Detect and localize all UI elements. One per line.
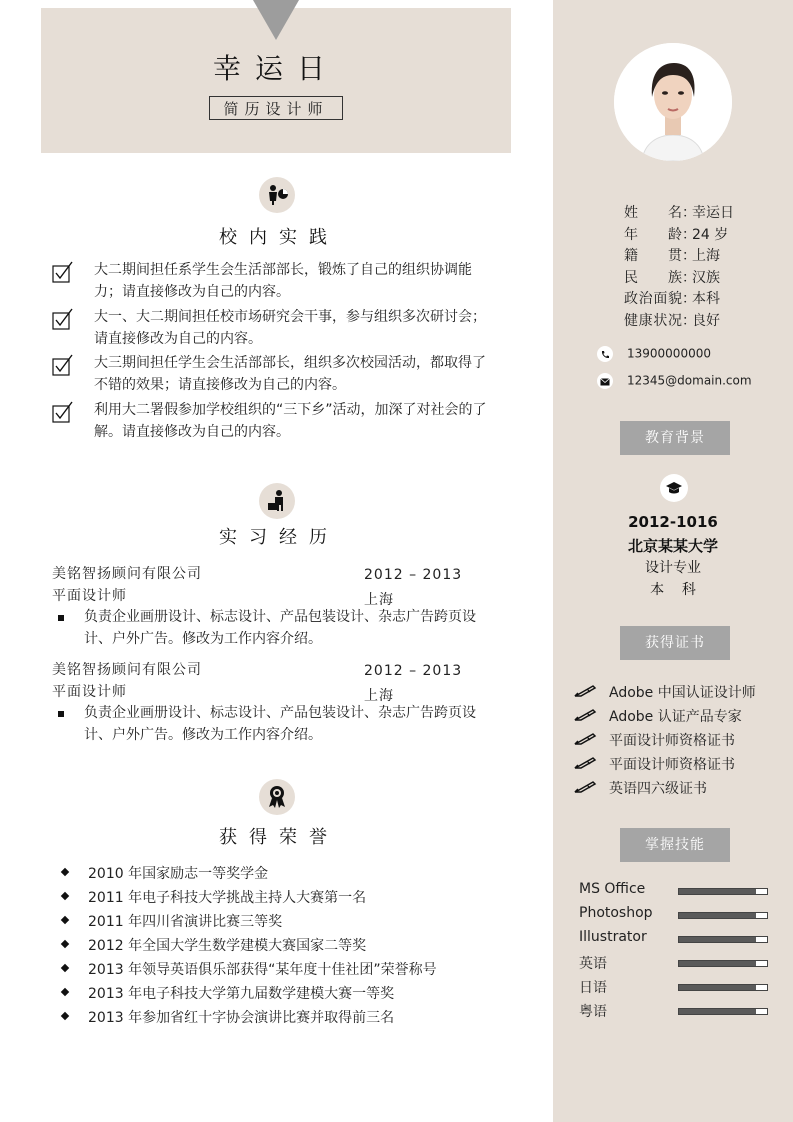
- diamond-bullet: [61, 868, 69, 876]
- skill-name: 粤语: [579, 1004, 607, 1020]
- diamond-bullet: [61, 940, 69, 948]
- education-school: 北京某某大学: [627, 537, 718, 555]
- education-degree: 本 科: [650, 582, 696, 598]
- certificate-label: 英语四六级证书: [609, 781, 707, 797]
- job-period: 2012 – 2013: [364, 663, 463, 679]
- colon-separator: ：: [682, 248, 696, 264]
- avatar: [614, 43, 732, 161]
- profile-key: 年龄: [624, 226, 682, 243]
- skill-row: [579, 977, 779, 997]
- phone-number: 13900000000: [627, 346, 711, 361]
- campus-practice-text: 大一、大二期间担任校市场研究会干事，参与组织多次研讨会；请直接修改为自己的内容。: [94, 309, 486, 347]
- skill-level-fill: [679, 937, 756, 942]
- resume-role: 简历设计师: [209, 96, 343, 120]
- checkbox-icon: [52, 401, 70, 419]
- colon-separator: ：: [682, 291, 696, 307]
- profile-value: 上海: [692, 248, 720, 264]
- resume-name: 幸运日: [212, 52, 339, 85]
- certificate-item: [573, 754, 735, 774]
- skill-name: MS Office: [579, 881, 646, 897]
- diamond-bullet: [61, 988, 69, 996]
- honor-item: [62, 863, 268, 883]
- colon-separator: ：: [682, 226, 696, 243]
- certificates-heading: 获得证书: [620, 626, 730, 660]
- job-company: 美铭智扬顾问有限公司: [52, 566, 202, 582]
- skill-level-fill: [679, 1009, 756, 1014]
- colon-separator: ：: [682, 205, 696, 221]
- profile-row: [624, 245, 720, 265]
- graduation-cap-icon: [660, 474, 688, 502]
- honor-text: 2013 年电子科技大学第九届数学建模大赛一等奖: [88, 986, 395, 1002]
- certificate-label: 平面设计师资格证书: [609, 757, 735, 773]
- profile-value: 24 岁: [692, 226, 729, 243]
- profile-key: 政治面貌: [624, 291, 682, 307]
- campus-practice-icon: [259, 177, 295, 213]
- skill-level-fill: [679, 985, 756, 990]
- honor-text: 2011 年四川省演讲比赛三等奖: [88, 914, 283, 930]
- honor-text: 2011 年电子科技大学挑战主持人大赛第一名: [88, 890, 367, 906]
- honor-item: [62, 935, 366, 955]
- profile-key: 民族: [624, 269, 682, 286]
- skill-row: [579, 905, 779, 925]
- skill-row: [579, 953, 779, 973]
- education-heading: 教育背景: [620, 421, 730, 455]
- checkbox-icon: [52, 354, 70, 372]
- colon-separator: ：: [682, 312, 696, 329]
- certificate-label: Adobe 认证产品专家: [609, 709, 742, 725]
- certificate-item: [573, 778, 707, 798]
- internship-icon: [259, 483, 295, 519]
- header-triangle-decoration: [253, 0, 299, 40]
- job-period: 2012 – 2013: [364, 567, 463, 583]
- square-bullet: [58, 711, 64, 717]
- skill-name: Illustrator: [579, 929, 647, 945]
- job-city: 上海: [364, 592, 394, 608]
- profile-key: 健康状况: [624, 312, 682, 329]
- job-company: 美铭智扬顾问有限公司: [52, 662, 202, 678]
- education-years: 2012-1016: [628, 513, 718, 531]
- skill-level-bar: [678, 936, 768, 943]
- internship-title: 实习经历: [219, 527, 339, 548]
- skill-name: 英语: [579, 956, 607, 972]
- skill-level-bar: [678, 984, 768, 991]
- profile-key: 籍贯: [624, 248, 682, 264]
- skill-level-bar: [678, 1008, 768, 1015]
- skill-level-bar: [678, 912, 768, 919]
- job-position: 平面设计师: [52, 684, 127, 700]
- honor-item: [62, 983, 394, 1003]
- colon-separator: ：: [682, 269, 696, 286]
- campus-practice-title: 校内实践: [219, 227, 339, 248]
- profile-value: 良好: [692, 312, 720, 329]
- skill-level-bar: [678, 960, 768, 967]
- campus-practice-text: 大三期间担任学生会生活部部长，组织多次校园活动，都取得了不错的效果；请直接修改为自己的内容。: [94, 355, 486, 393]
- profile-row: [624, 310, 720, 330]
- job-description: 负责企业画册设计、标志设计、产品包装设计、杂志广告跨页设计、户外广告。修改为工作内容介绍。: [84, 609, 476, 647]
- skill-level-fill: [679, 889, 756, 894]
- skill-level-fill: [679, 961, 756, 966]
- honor-item: [62, 911, 282, 931]
- certificate-label: Adobe 中国认证设计师: [609, 685, 756, 701]
- honor-text: 2013 年参加省红十字协会演讲比赛并取得前三名: [88, 1010, 395, 1026]
- job-description: 负责企业画册设计、标志设计、产品包装设计、杂志广告跨页设计、户外广告。修改为工作内容介绍。: [84, 705, 476, 743]
- profile-row: [624, 267, 720, 287]
- job-position: 平面设计师: [52, 588, 127, 604]
- honor-item: [62, 1007, 394, 1027]
- profile-row: [624, 288, 720, 308]
- skill-row: [579, 881, 779, 901]
- certificate-item: [573, 730, 735, 750]
- certificate-item: [573, 706, 742, 726]
- skill-level-bar: [678, 888, 768, 895]
- mail-icon: [597, 373, 613, 389]
- diamond-bullet: [61, 1012, 69, 1020]
- medal-icon: [259, 779, 295, 815]
- skill-name: 日语: [579, 980, 607, 996]
- phone-contact: [597, 346, 711, 362]
- diamond-bullet: [61, 916, 69, 924]
- profile-value: 本科: [692, 291, 720, 307]
- honors-title: 获得荣誉: [219, 827, 339, 848]
- certificate-item: [573, 682, 756, 702]
- pen-icon: [573, 684, 599, 702]
- profile-row: [624, 224, 728, 244]
- skill-level-fill: [679, 913, 756, 918]
- square-bullet: [58, 615, 64, 621]
- checkbox-icon: [52, 261, 70, 279]
- honor-text: 2013 年领导英语俱乐部获得“某年度十佳社团”荣誉称号: [88, 962, 437, 978]
- profile-key: 姓名: [624, 205, 682, 221]
- certificate-label: 平面设计师资格证书: [609, 733, 735, 749]
- profile-row: [624, 202, 734, 222]
- skill-name: Photoshop: [579, 905, 653, 921]
- campus-practice-text: 利用大二署假参加学校组织的“三下乡”活动，加深了对社会的了解。请直接修改为自己的内容。: [94, 402, 487, 440]
- honor-text: 2012 年全国大学生数学建模大赛国家二等奖: [88, 938, 367, 954]
- pen-icon: [573, 732, 599, 750]
- diamond-bullet: [61, 964, 69, 972]
- checkbox-icon: [52, 308, 70, 326]
- honor-item: [62, 959, 437, 979]
- pen-icon: [573, 756, 599, 774]
- email-address: 12345@domain.com: [627, 373, 752, 388]
- skill-row: [579, 1001, 779, 1021]
- pen-icon: [573, 708, 599, 726]
- diamond-bullet: [61, 892, 69, 900]
- job-city: 上海: [364, 688, 394, 704]
- skills-heading: 掌握技能: [620, 828, 730, 862]
- honor-item: [62, 887, 366, 907]
- education-major: 设计专业: [645, 560, 701, 576]
- pen-icon: [573, 780, 599, 798]
- skill-row: [579, 929, 779, 949]
- phone-icon: [597, 346, 613, 362]
- campus-practice-text: 大二期间担任系学生会生活部部长，锻炼了自己的组织协调能力；请直接修改为自己的内容。: [94, 262, 472, 300]
- honor-text: 2010 年国家励志一等奖学金: [88, 866, 269, 882]
- email-contact: [597, 373, 752, 389]
- profile-value: 幸运日: [692, 205, 734, 221]
- profile-value: 汉族: [692, 269, 720, 286]
